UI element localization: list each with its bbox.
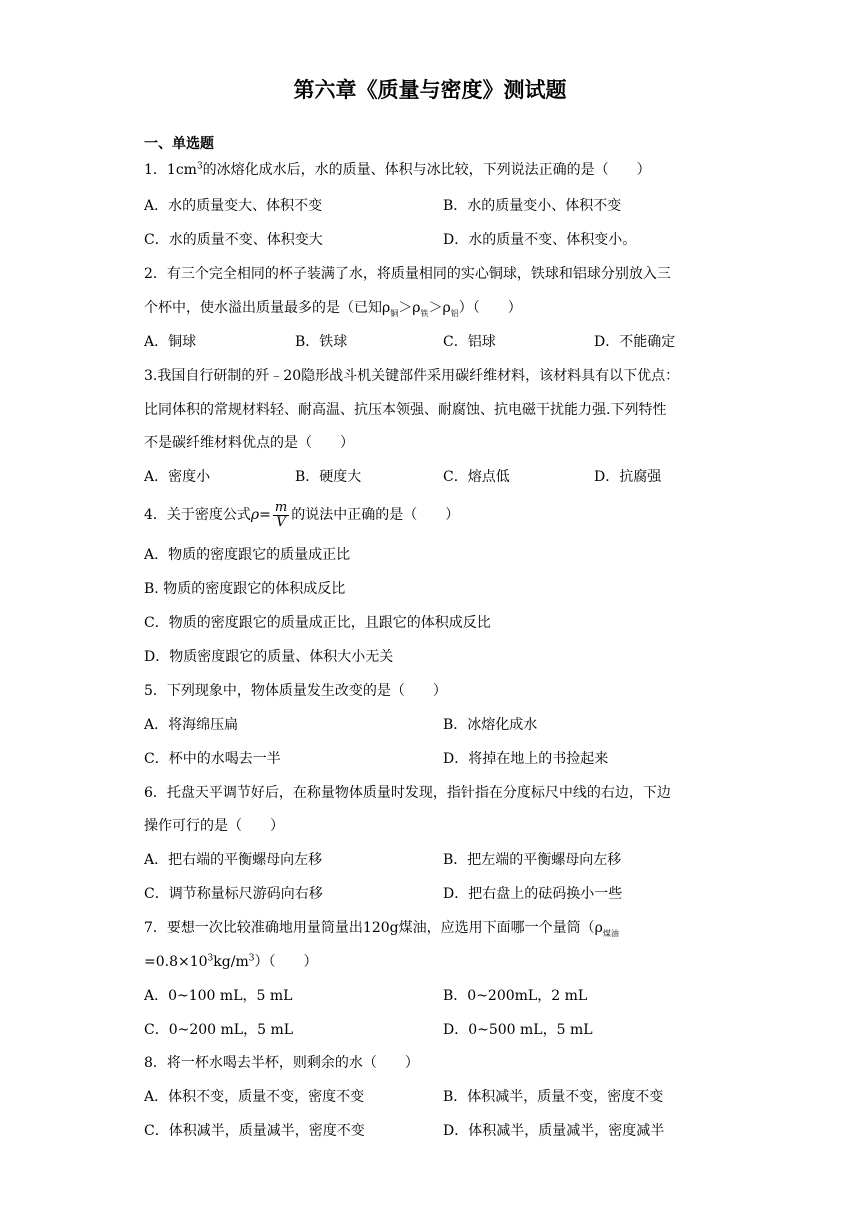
question-5-option-d: D．将掉在地上的书捡起来 xyxy=(443,751,609,767)
question-2-option-b: B．铁球 xyxy=(295,334,348,350)
question-4-option-a: A．物质的密度跟它的质量成正比 xyxy=(144,547,351,563)
question-6-stem-line1: 6．托盘天平调节好后，在称量物体质量时发现，指针指在分度标尺中线的右边，下边 xyxy=(144,785,671,801)
question-6-option-c: C．调节称量标尺游码向右移 xyxy=(144,886,323,902)
question-1-option-c: C．水的质量不变、体积变大 xyxy=(144,232,323,248)
question-4-option-b: B. 物质的密度跟它的体积成反比 xyxy=(144,581,346,597)
question-7-stem-line1: 7．要想一次比较准确地用量筒量出120g煤油，应选用下面哪一个量筒（$\rho_{煤油}$ xyxy=(144,920,619,938)
question-1-option-d: D．水的质量不变、体积变小。 xyxy=(443,232,637,248)
page-title: 第六章《质量与密度》测试题 xyxy=(293,78,567,102)
question-4-stem: 4．关于密度公式ρ= $\frac{m}{V}$ 的说法中正确的是（ ） xyxy=(144,499,460,530)
question-7-option-a: A．0~100 mL，5 mL xyxy=(144,988,293,1004)
question-1-option-b: B．水的质量变小、体积不变 xyxy=(443,198,622,214)
question-5-option-c: C．杯中的水喝去一半 xyxy=(144,751,281,767)
question-6-option-a: A．把右端的平衡螺母向左移 xyxy=(144,852,323,868)
question-7-option-d: D．0~500 mL，5 mL xyxy=(443,1022,593,1038)
density-formula-rho: ρ xyxy=(250,507,260,523)
question-7-stem-line2: $=0.8\times 10^3kg/m^3$）（ ） xyxy=(144,953,318,970)
question-6-option-b: B．把左端的平衡螺母向左移 xyxy=(443,852,622,868)
question-7-option-b: B．0~200mL，2 mL xyxy=(443,988,588,1004)
question-2-stem-line2: 个杯中，使水溢出质量最多的是（已知$\rho_铜>\rho_铁>\rho_铝$）（ ） xyxy=(144,300,522,318)
density-formula-fraction: $\frac{m}{V}$ xyxy=(274,499,288,530)
question-1-option-a: A．水的质量变大、体积不变 xyxy=(144,198,323,214)
question-2-option-c: C．铝球 xyxy=(443,334,496,350)
question-7-option-c: C．0~200 mL，5 mL xyxy=(144,1022,294,1038)
question-3-option-b: B．硬度大 xyxy=(295,469,362,485)
question-8-option-c: C．体积减半，质量减半，密度不变 xyxy=(144,1123,365,1139)
question-5-stem: 5．下列现象中，物体质量发生改变的是（ ） xyxy=(144,683,447,699)
question-3-stem-line2: 比同体积的常规材料轻、耐高温、抗压本领强、耐腐蚀、抗电磁干扰能力强.下列特性 xyxy=(144,402,667,418)
question-4-option-c: C．物质的密度跟它的质量成正比，且跟它的体积成反比 xyxy=(144,615,491,631)
question-3-option-d: D．抗腐强 xyxy=(594,469,662,485)
question-8-option-a: A．体积不变，质量不变，密度不变 xyxy=(144,1089,365,1105)
question-4-option-d: D．物质密度跟它的质量、体积大小无关 xyxy=(144,649,394,665)
question-5-option-b: B．冰熔化成水 xyxy=(443,717,538,733)
question-3-option-c: C．熔点低 xyxy=(443,469,510,485)
question-3-stem-line1: 3.我国自行研制的歼﹣20隐形战斗机关键部件采用碳纤维材料，该材料具有以下优点： xyxy=(144,368,680,384)
question-8-stem: 8．将一杯水喝去半杯，则剩余的水（ ） xyxy=(144,1055,419,1071)
section-heading: 一、单选题 xyxy=(144,136,214,152)
question-8-option-b: B．体积减半，质量不变，密度不变 xyxy=(443,1089,664,1105)
question-2-option-a: A．铜球 xyxy=(144,334,197,350)
question-3-stem-line3: 不是碳纤维材料优点的是（ ） xyxy=(144,435,354,451)
question-5-option-a: A．将海绵压扁 xyxy=(144,717,239,733)
question-3-option-a: A．密度小 xyxy=(144,469,211,485)
question-6-option-d: D．把右盘上的砝码换小一些 xyxy=(443,886,623,902)
question-8-option-d: D．体积减半，质量减半，密度减半 xyxy=(443,1123,665,1139)
question-6-stem-line2: 操作可行的是（ ） xyxy=(144,818,284,834)
question-2-stem-line1: 2．有三个完全相同的杯子装满了水，将质量相同的实心铜球，铁球和铝球分别放入三 xyxy=(144,266,671,282)
question-1-stem: 1．$1cm^3$的冰熔化成水后，水的质量、体积与冰比较，下列说法正确的是（ ） xyxy=(144,161,651,178)
question-2-option-d: D．不能确定 xyxy=(594,334,676,350)
